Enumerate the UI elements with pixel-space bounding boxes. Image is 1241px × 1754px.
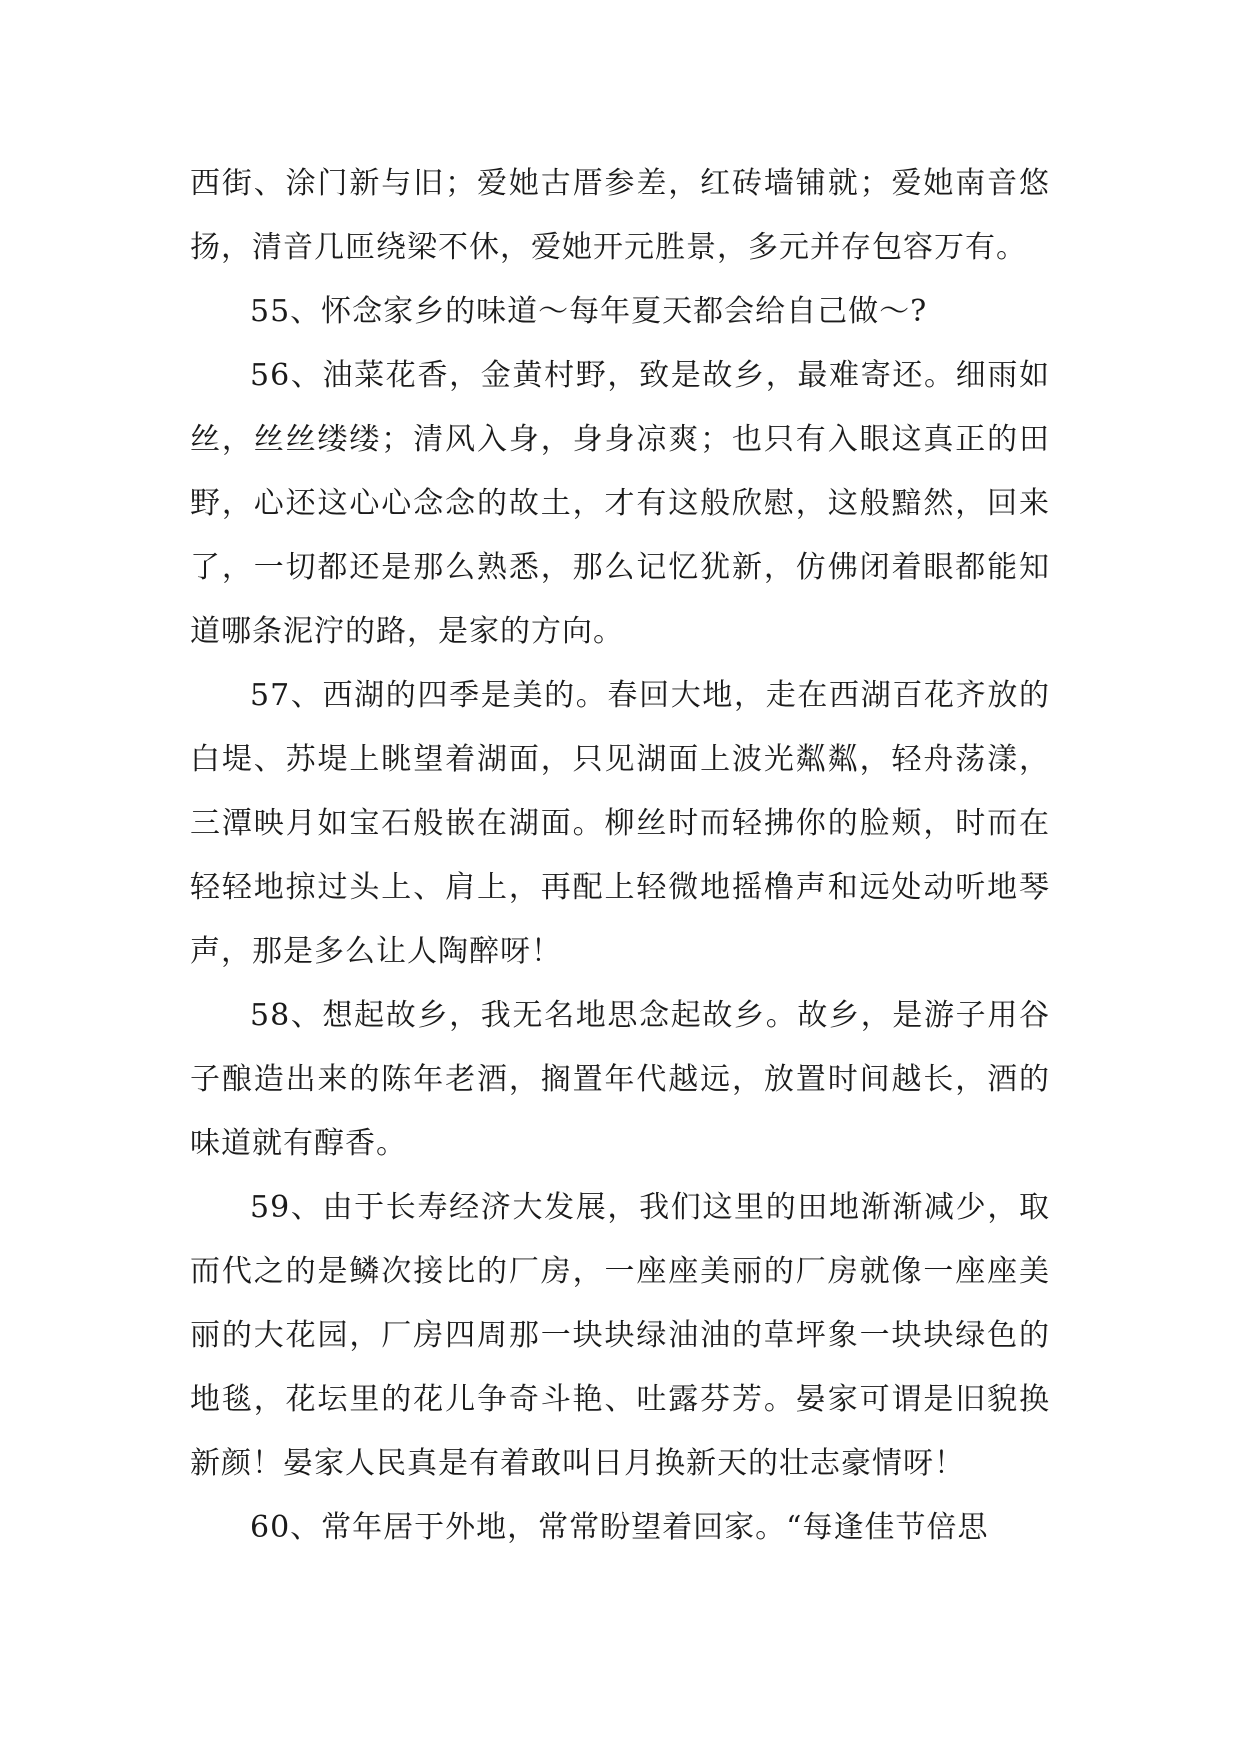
paragraph-continuation: 西街、涂门新与旧；爱她古厝参差，红砖墙铺就；爱她南音悠扬，清音几匝绕梁不休，爱她开元胜景，多元并存包容万有。 (190, 166, 1050, 265)
paragraph-55: 55、怀念家乡的味道～每年夏天都会给自己做～? (250, 294, 928, 329)
paragraph-59: 59、由于长寿经济大发展，我们这里的田地渐渐减少，取而代之的是鳞次接比的厂房，一座座美丽的厂房就像一座座美丽的大花园，厂房四周那一块块绿油油的草坪象一块块绿色的地毯，花坛里的花儿争奇斗艳、吐露芬芳。晏家可谓是旧貌换新颜！晏家人民真是有着敢叫日月换新天的壮志豪情呀！ (190, 1190, 1050, 1481)
paragraph-57: 57、西湖的四季是美的。春回大地，走在西湖百花齐放的白堤、苏堤上眺望着湖面，只见湖面上波光粼粼，轻舟荡漾，三潭映月如宝石般嵌在湖面。柳丝时而轻拂你的脸颊，时而在轻轻地掠过头上、肩上，再配上轻微地摇橹声和远处动听地琴声，那是多么让人陶醉呀！ (190, 678, 1050, 969)
document-body (190, 152, 1050, 1560)
paragraph-56: 56、油菜花香，金黄村野，致是故乡，最难寄还。细雨如丝，丝丝缕缕；清风入身，身身凉爽；也只有入眼这真正的田野，心还这心心念念的故土，才有这般欣慰，这般黯然，回来了，一切都还是那么熟悉，那么记忆犹新，仿佛闭着眼都能知道哪条泥泞的路，是家的方向。 (190, 358, 1050, 649)
paragraph-60: 60、常年居于外地，常常盼望着回家。“每逢佳节倍思 (250, 1510, 989, 1545)
paragraph-58: 58、想起故乡，我无名地思念起故乡。故乡，是游子用谷子酿造出来的陈年老酒，搁置年代越远，放置时间越长，酒的味道就有醇香。 (190, 998, 1050, 1161)
